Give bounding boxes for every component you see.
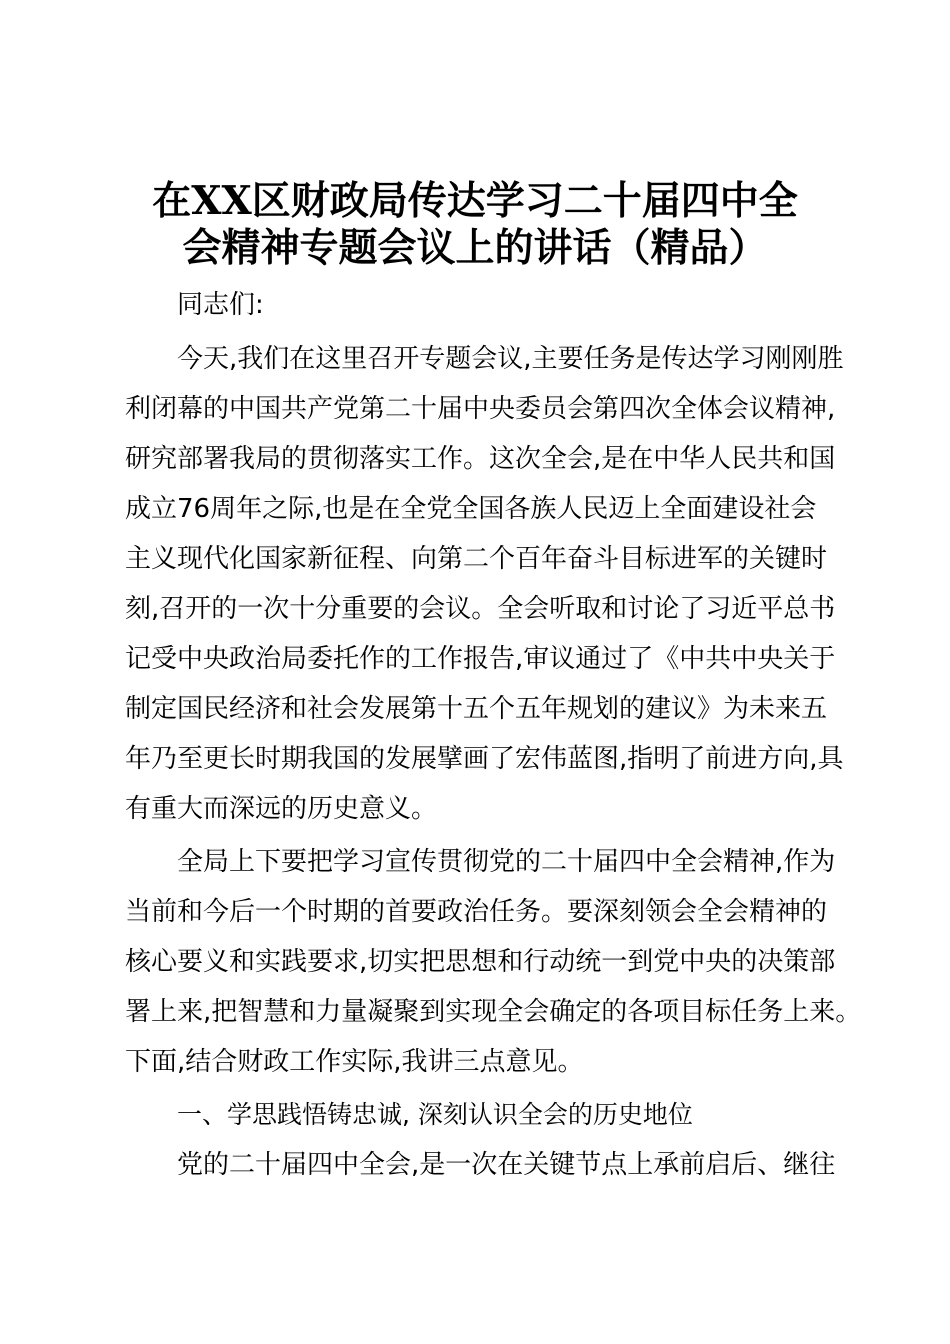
paragraph-1	[125, 334, 844, 834]
text-line: 有重大而深远的历史意义。	[125, 794, 438, 824]
paragraph-3	[125, 1140, 835, 1190]
paragraph-2	[125, 837, 862, 1087]
text-line: 刻,召开的一次十分重要的会议。全会听取和讨论了习近平总书	[125, 594, 836, 624]
text-line: 年乃至更长时期我国的发展擘画了宏伟蓝图,指明了前进方向,具	[125, 744, 844, 774]
section-heading-1	[125, 1090, 835, 1140]
text-line: 记受中央政治局委托作的工作报告,审议通过了《中共中央关于	[125, 644, 836, 674]
text-line: 党的二十届四中全会,是一次在关键节点上承前启后、继往	[177, 1150, 836, 1180]
text-line: 核心要义和实践要求,切实把思想和行动统一到党中央的决策部	[125, 947, 836, 977]
text-line: 署上来,把智慧和力量凝聚到实现全会确定的各项目标任务上来。	[125, 997, 862, 1027]
text-line: 今天,我们在这里召开专题会议,主要任务是传达学习刚刚胜	[177, 344, 844, 374]
text-line: 主义现代化国家新征程、向第二个百年奋斗目标进军的关键时	[125, 544, 828, 574]
text-line: 成立76周年之际,也是在全党全国各族人民迈上全面建设社会	[125, 494, 817, 524]
text-line: 当前和今后一个时期的首要政治任务。要深刻领会全会精神的	[125, 897, 828, 927]
salutation	[125, 280, 835, 330]
section-heading-text: 一、学思践悟铸忠诚, 深刻认识全会的历史地位	[177, 1100, 693, 1129]
title-line: 在XX区财政局传达学习二十届四中全	[152, 178, 798, 224]
text-line: 全局上下要把学习宣传贯彻党的二十届四中全会精神,作为	[177, 847, 836, 877]
text-line: 研究部署我局的贯彻落实工作。这次全会,是在中华人民共和国	[125, 444, 836, 474]
text-line: 下面,结合财政工作实际,我讲三点意见。	[125, 1047, 584, 1077]
document-body	[125, 280, 862, 1190]
text-line: 利闭幕的中国共产党第二十届中央委员会第四次全体会议精神,	[125, 394, 836, 424]
salutation-text: 同志们:	[177, 290, 264, 320]
text-line: 制定国民经济和社会发展第十五个五年规划的建议》为未来五	[125, 694, 828, 724]
document-title	[100, 178, 850, 272]
title-line: 会精神专题会议上的讲话（精品）	[182, 225, 768, 271]
